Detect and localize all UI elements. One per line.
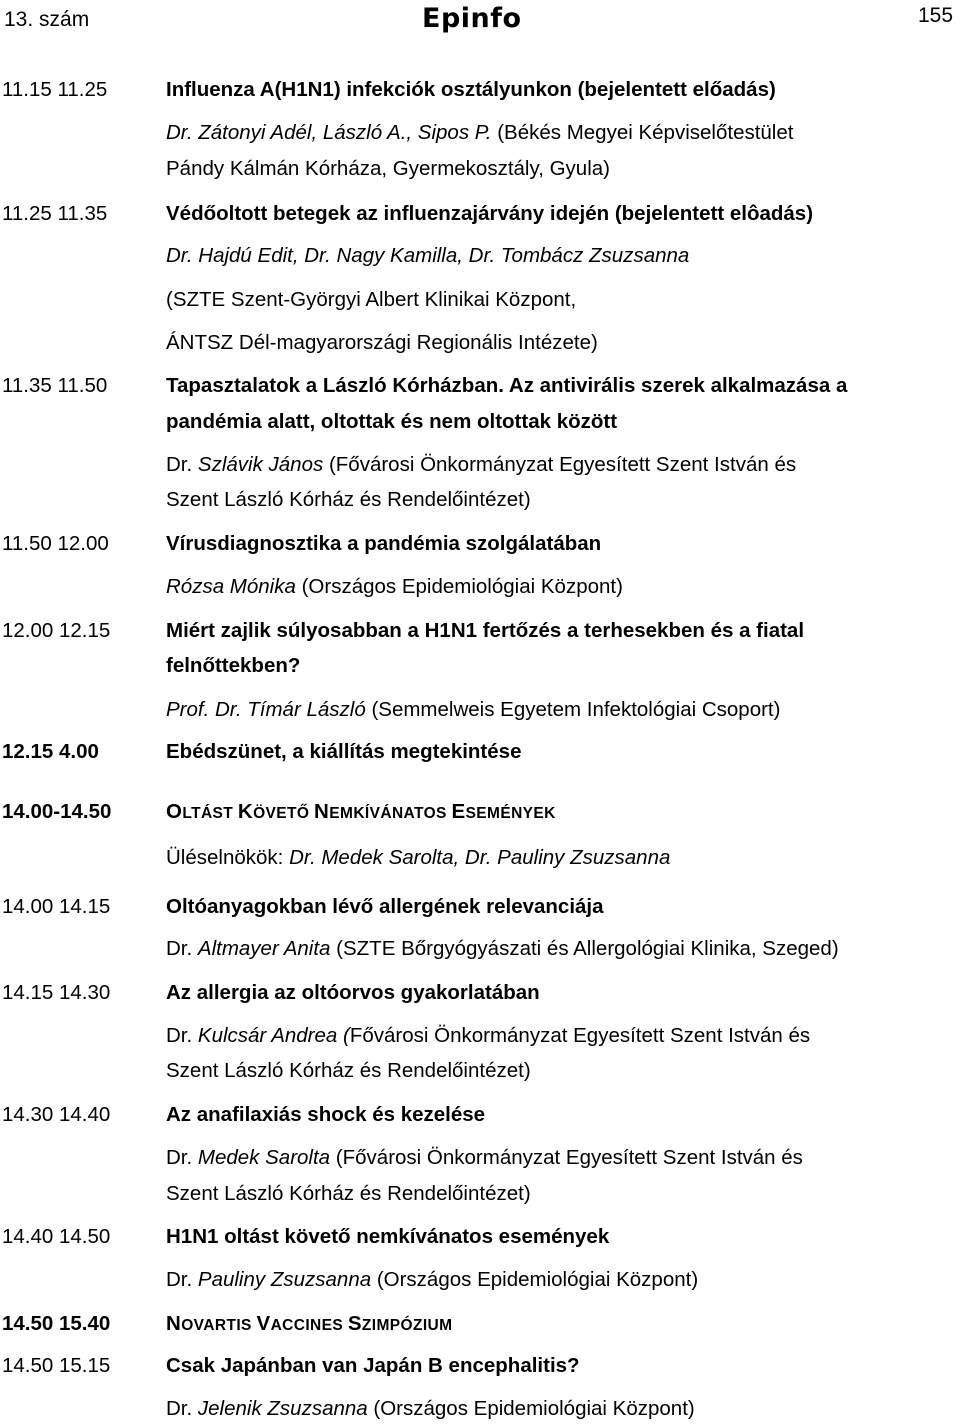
talk-authors: Jelenik Zsuzsanna xyxy=(197,1397,368,1420)
talk-title: H1N1 oltást követő nemkívánatos események xyxy=(166,1225,610,1248)
session-time: 14.00-14.50 xyxy=(2,800,112,823)
talk-title: Az anafilaxiás shock és kezelése xyxy=(166,1103,486,1126)
talk-authors-line xyxy=(166,1399,695,1420)
talk-title: Influenza A(H1N1) infekciók osztályunkon (bejelentett előadás) xyxy=(166,78,776,101)
chairs-line xyxy=(166,848,670,869)
talk-authors: Kulcsár Andrea ( xyxy=(197,1024,350,1047)
session-time: 12.15 4.00 xyxy=(2,740,99,763)
talk-affiliation: (SZTE Bőrgyógyászati és Allergológiai Klinika, Szeged) xyxy=(336,937,839,960)
talk-title: Az allergia az oltóorvos gyakorlatában xyxy=(166,981,540,1004)
break-title: Ebédszünet, a kiállítás megtekintése xyxy=(166,740,522,763)
session-time: 14.30 14.40 xyxy=(2,1103,111,1126)
talk-title: Oltóanyagokban lévő allergének relevanciája xyxy=(166,895,604,918)
talk-title: Miért zajlik súlyosabban a H1N1 fertőzés a terhesekben és a fiatal xyxy=(166,619,805,642)
talk-affiliation-cont: Pándy Kálmán Kórháza, Gyermekosztály, Gyula) xyxy=(166,157,610,180)
talk-authors: Altmayer Anita xyxy=(197,937,331,960)
section-title: NOVARTIS VACCINES SZIMPÓZIUM xyxy=(166,1312,453,1335)
talk-affiliation: (Országos Epidemiológiai Központ) xyxy=(373,1397,695,1420)
author-prefix: Dr. xyxy=(166,453,193,476)
talk-title: Védőoltott betegek az influenzajárvány idején (bejelentett elôadás) xyxy=(166,202,814,225)
talk-affiliation: (Országos Epidemiológiai Központ) xyxy=(376,1268,699,1291)
talk-title: Csak Japánban van Japán B encephalitis? xyxy=(166,1354,580,1377)
session-time: 11.35 11.50 xyxy=(2,374,108,397)
author-prefix: Dr. xyxy=(166,937,193,960)
journal-logo: Epinfo xyxy=(422,3,522,34)
talk-affiliation-cont: Szent László Kórház és Rendelőintézet) xyxy=(166,1182,531,1205)
talk-affiliation: (Fővárosi Önkormányzat Egyesített Szent István és xyxy=(335,1146,803,1169)
talk-affiliation: Fővárosi Önkormányzat Egyesített Szent István és xyxy=(349,1024,811,1047)
talk-authors-line xyxy=(166,1026,810,1047)
talk-title-cont: pandémia alatt, oltottak és nem oltottak között xyxy=(166,410,618,433)
section-title: OLTÁST KÖVETŐ NEMKÍVÁNATOS ESEMÉNYEK xyxy=(166,800,556,823)
talk-affiliation-cont: Szent László Kórház és Rendelőintézet) xyxy=(166,1059,531,1082)
chairs-names: Dr. Medek Sarolta, Dr. Pauliny Zsuzsanna xyxy=(289,846,671,869)
page-number: 155 xyxy=(918,4,954,27)
talk-affiliation: (Békés Megyei Képviselőtestület xyxy=(497,121,794,144)
talk-authors-line xyxy=(166,1270,698,1291)
talk-authors: Prof. Dr. Tímár László xyxy=(166,698,366,721)
talk-authors-line xyxy=(166,577,623,598)
talk-title: Tapasztalatok a László Kórházban. Az antivirális szerek alkalmazása a xyxy=(166,374,848,397)
session-time: 14.50 15.15 xyxy=(2,1354,111,1377)
talk-affiliation: (Országos Epidemiológiai Központ) xyxy=(301,575,623,598)
author-prefix: Dr. xyxy=(166,1268,193,1291)
session-time: 11.25 11.35 xyxy=(2,202,108,225)
talk-title-cont: felnőttekben? xyxy=(166,654,301,677)
session-time: 14.15 14.30 xyxy=(2,981,111,1004)
talk-title: Vírusdiagnosztika a pandémia szolgálatában xyxy=(166,532,602,555)
talk-affiliation-cont: Szent László Kórház és Rendelőintézet) xyxy=(166,488,531,511)
talk-affiliation: (SZTE Szent-Györgyi Albert Klinikai Központ, xyxy=(166,288,577,311)
chairs-label: Üléselnökök: xyxy=(166,846,284,869)
talk-authors: Dr. Zátonyi Adél, László A., Sipos P. xyxy=(166,121,492,144)
talk-authors-line xyxy=(166,455,796,476)
session-time: 12.00 12.15 xyxy=(2,619,111,642)
issue-number: 13. szám xyxy=(4,8,90,31)
author-prefix: Dr. xyxy=(166,1024,193,1047)
session-time: 11.50 12.00 xyxy=(2,532,109,555)
author-prefix: Dr. xyxy=(166,1146,193,1169)
talk-authors: Szlávik János xyxy=(197,453,324,476)
talk-affiliation: (Fővárosi Önkormányzat Egyesített Szent István és xyxy=(328,453,797,476)
talk-authors-line xyxy=(166,1148,803,1169)
talk-authors-line xyxy=(166,123,793,144)
talk-authors-line xyxy=(166,700,780,721)
talk-authors: Dr. Hajdú Edit, Dr. Nagy Kamilla, Dr. Tombácz Zsuzsanna xyxy=(166,244,690,267)
author-prefix: Dr. xyxy=(166,1397,193,1420)
session-time: 11.15 11.25 xyxy=(2,78,108,101)
talk-affiliation: (Semmelweis Egyetem Infektológiai Csoport) xyxy=(371,698,781,721)
talk-authors: Medek Sarolta xyxy=(197,1146,331,1169)
session-time: 14.00 14.15 xyxy=(2,895,111,918)
session-time: 14.40 14.50 xyxy=(2,1225,111,1248)
session-time: 14.50 15.40 xyxy=(2,1312,111,1335)
talk-affiliation-cont: ÁNTSZ Dél-magyarországi Regionális Intézete) xyxy=(166,331,598,354)
talk-authors-line xyxy=(166,939,839,960)
talk-authors: Rózsa Mónika xyxy=(166,575,296,598)
talk-authors: Pauliny Zsuzsanna xyxy=(197,1268,372,1291)
